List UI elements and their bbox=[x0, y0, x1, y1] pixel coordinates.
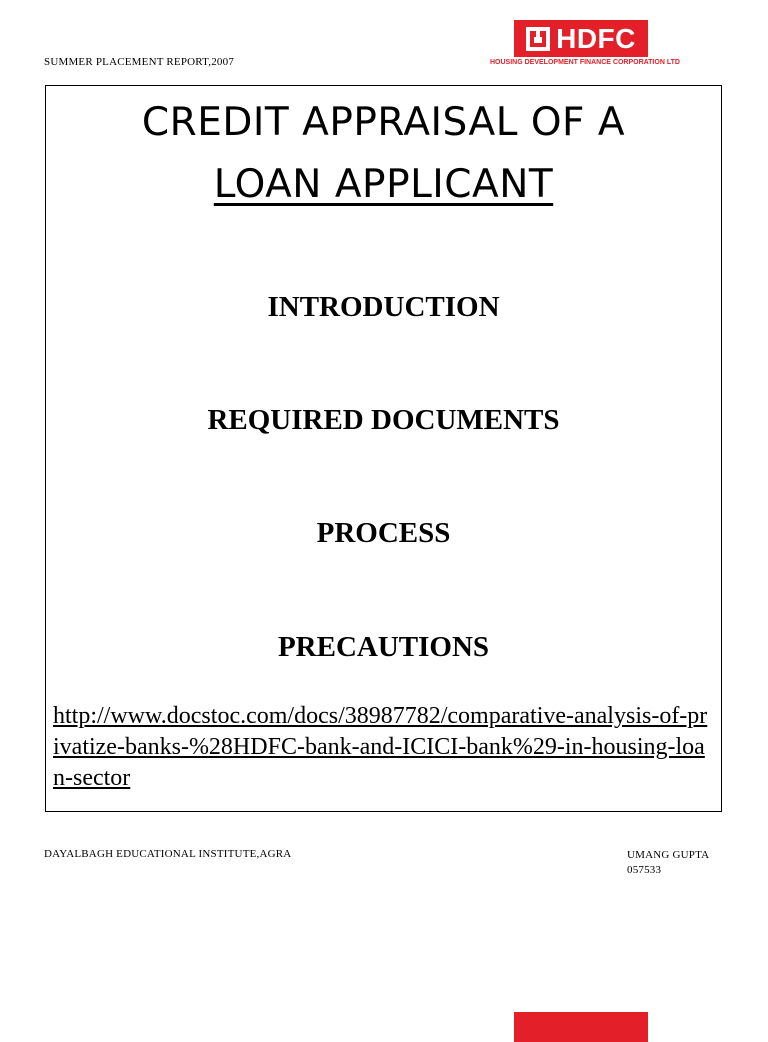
cover-title-line2: LOAN APPLICANT bbox=[213, 162, 554, 208]
source-link[interactable]: http://www.docstoc.com/docs/38987782/comparative-analysis-of-privatize-banks-%28HDFC-bank-and-ICICI-bank%29-in-housing-loan-sector bbox=[53, 703, 708, 791]
author-name: UMANG GUPTA bbox=[627, 849, 710, 861]
author-id: 057533 bbox=[627, 864, 662, 876]
author-block bbox=[627, 848, 709, 878]
hdfc-logo-next-page bbox=[514, 1012, 648, 1042]
report-header-label: SUMMER PLACEMENT REPORT,2007 bbox=[44, 56, 235, 68]
institute-label: DAYALBAGH EDUCATIONAL INSTITUTE,AGRA bbox=[44, 848, 292, 860]
section-required-documents: REQUIRED DOCUMENTS bbox=[207, 404, 560, 436]
section-precautions: PRECAUTIONS bbox=[277, 631, 490, 663]
hdfc-logo-mark-icon bbox=[526, 27, 550, 51]
section-process: PROCESS bbox=[316, 517, 451, 549]
cover-title-line1: CREDIT APPRAISAL OF A bbox=[141, 100, 626, 145]
hdfc-logo-text: HDFC bbox=[556, 22, 636, 54]
hdfc-logo-subtitle: HOUSING DEVELOPMENT FINANCE CORPORATION LTD bbox=[490, 59, 680, 66]
cover-content-box bbox=[45, 85, 722, 812]
hdfc-logo-box bbox=[514, 20, 648, 57]
section-introduction: INTRODUCTION bbox=[267, 291, 500, 323]
cover-title bbox=[46, 92, 721, 217]
hdfc-logo bbox=[490, 20, 680, 66]
